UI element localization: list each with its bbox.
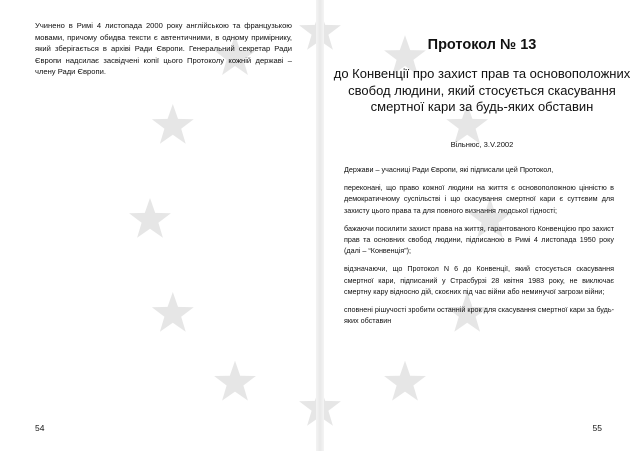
page-number-right: 55 — [592, 423, 602, 433]
preamble-paragraph: сповнені рішучості зробити останній крок для скасування смертної кари за будь-яких обставин — [344, 305, 614, 326]
protocol-title: Протокол № 13 — [427, 37, 537, 53]
colophon-text: Учинено в Римі 4 листопада 2000 року англійською та французькою мовами, причому обидва тексти є автентичними, в одному примірнику, який зберігається в архіві Ради Європи. Генеральний секретар Ради Європи надсилає засвідчені копії цього Протоколу кожній державі – члену Ради Європи. — [35, 21, 292, 77]
left-page — [0, 0, 316, 451]
preamble-paragraph: Держави – учасниці Ради Європи, які підписали цей Протокол, — [344, 165, 554, 174]
preamble-paragraph: переконані, що право кожної людини на життя є основоположною цінністю в демократичному суспільстві і що скасування смертної кари є суттєвим для захисту цього права та для повного визнання людської гідності; — [344, 183, 614, 215]
book-gutter — [316, 0, 324, 451]
preamble-paragraph: відзначаючи, що Протокол N 6 до Конвенції, який стосується скасування смертної кари, підписаний у Страсбурзі 28 квітня 1983 року, не виключає смертну кару відносно дій, скоєних під час війни або неминучої загрози війни; — [344, 264, 614, 296]
right-page — [324, 0, 640, 451]
preamble-text — [344, 164, 614, 333]
protocol-date: Вільнюс, 3.V.2002 — [450, 140, 514, 149]
protocol-subtitle: до Конвенції про захист прав та основоположних свобод людини, який стосується скасування смертної кари за будь-яких обставин — [333, 66, 631, 115]
preamble-paragraph: бажаючи посилити захист права на життя, гарантованого Конвенцією про захист прав та основних свобод людини, підписаною в Римі 4 листопада 1950 року (далі – “Конвенція”); — [344, 223, 614, 256]
page-number-left: 54 — [35, 423, 45, 433]
